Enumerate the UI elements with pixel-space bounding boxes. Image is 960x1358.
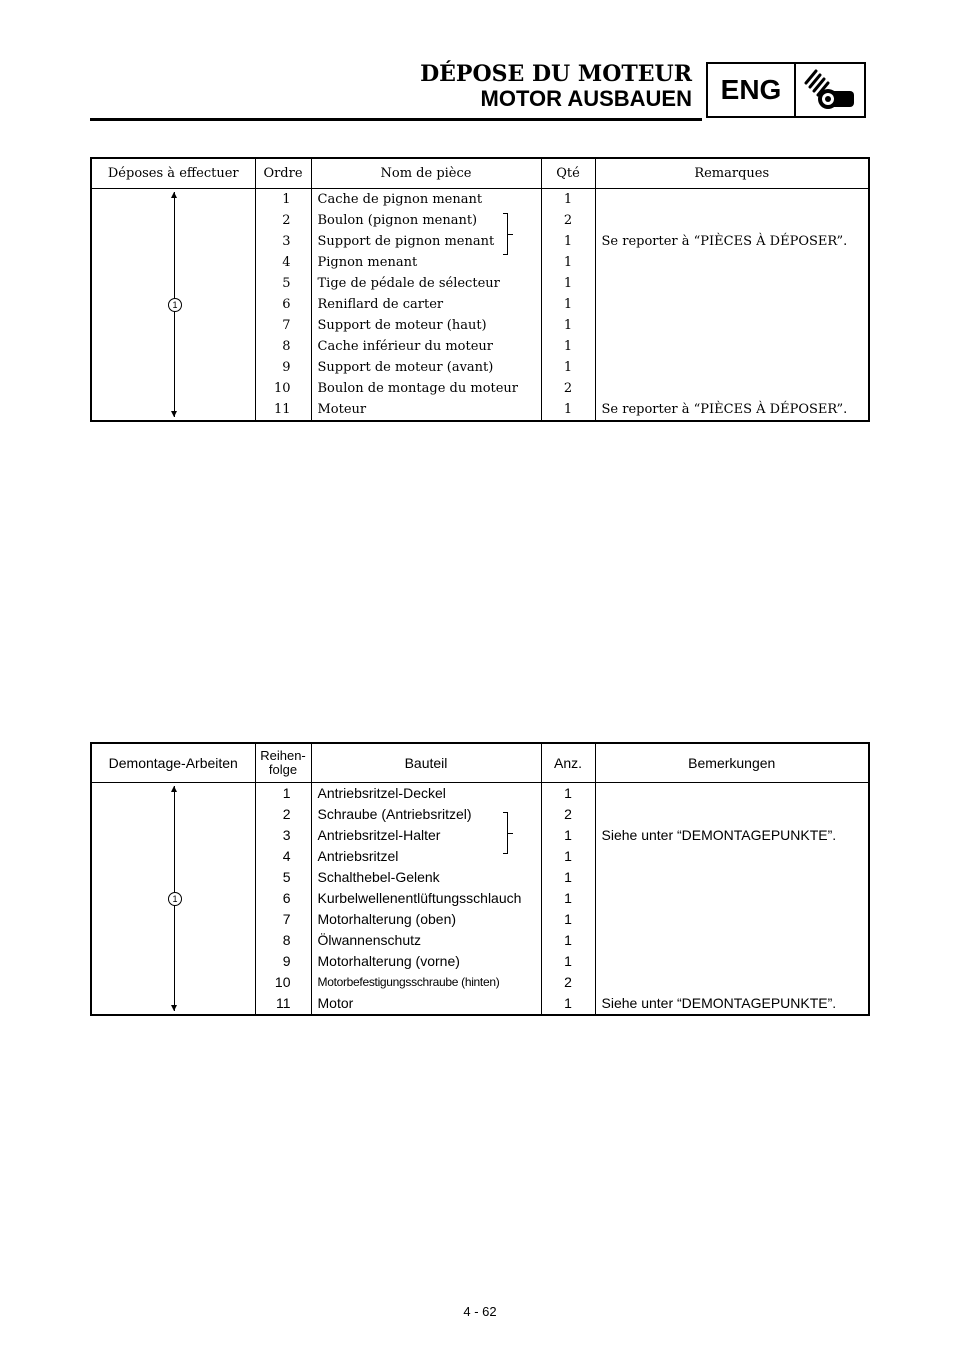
part-qty: 2 <box>541 210 595 231</box>
part-qty: 1 <box>541 993 595 1015</box>
part-order: 11 <box>255 993 311 1015</box>
part-remark <box>595 315 869 336</box>
part-order: 2 <box>255 210 311 231</box>
part-remark <box>595 867 869 888</box>
header-rule <box>90 118 702 121</box>
part-remark <box>595 294 869 315</box>
col-header-part: Nom de pièce <box>311 158 541 189</box>
part-order: 4 <box>255 252 311 273</box>
part-order: 11 <box>255 399 311 421</box>
part-remark <box>595 336 869 357</box>
part-name: Antriebsritzel-Halter <box>311 825 541 846</box>
part-qty: 1 <box>541 825 595 846</box>
part-order: 9 <box>255 951 311 972</box>
removal-step-cell <box>91 189 255 422</box>
page-title-fr: DÉPOSE DU MOTEUR <box>420 61 692 87</box>
part-qty: 1 <box>541 336 595 357</box>
part-qty: 1 <box>541 399 595 421</box>
part-order: 9 <box>255 357 311 378</box>
part-remark: Se reporter à “PIÈCES À DÉPOSER”. <box>595 231 869 252</box>
part-qty: 1 <box>541 315 595 336</box>
remark-bracket-fr <box>503 213 508 255</box>
part-name: Support de moteur (avant) <box>311 357 541 378</box>
part-qty: 1 <box>541 231 595 252</box>
part-remark <box>595 210 869 231</box>
part-qty: 1 <box>541 930 595 951</box>
table-row <box>91 189 869 211</box>
remark-bracket-de <box>503 812 508 854</box>
part-remark: Se reporter à “PIÈCES À DÉPOSER”. <box>595 399 869 421</box>
part-remark <box>595 951 869 972</box>
part-remark <box>595 783 869 805</box>
page-title-de: MOTOR AUSBAUEN <box>480 86 692 111</box>
part-name: Support de pignon menant <box>311 231 541 252</box>
part-qty: 1 <box>541 867 595 888</box>
part-order: 3 <box>255 231 311 252</box>
removal-table-de <box>90 742 870 1016</box>
part-order: 1 <box>255 783 311 805</box>
part-remark: Siehe unter “DEMONTAGEPUNKTE”. <box>595 993 869 1015</box>
part-remark <box>595 930 869 951</box>
part-remark <box>595 888 869 909</box>
part-order: 6 <box>255 294 311 315</box>
part-order: 1 <box>255 189 311 211</box>
part-qty: 1 <box>541 909 595 930</box>
col-header-steps: Demontage-Arbeiten <box>91 743 255 783</box>
part-remark: Siehe unter “DEMONTAGEPUNKTE”. <box>595 825 869 846</box>
col-header-order-line2: folge <box>268 762 298 777</box>
part-name: Boulon de montage du moteur <box>311 378 541 399</box>
part-order: 10 <box>255 378 311 399</box>
part-remark <box>595 804 869 825</box>
part-name: Support de moteur (haut) <box>311 315 541 336</box>
part-qty: 2 <box>541 972 595 993</box>
section-badge <box>706 62 866 118</box>
part-order: 7 <box>255 315 311 336</box>
part-order: 3 <box>255 825 311 846</box>
part-remark <box>595 357 869 378</box>
part-order: 4 <box>255 846 311 867</box>
part-qty: 1 <box>541 273 595 294</box>
part-qty: 1 <box>541 252 595 273</box>
part-name: Antriebsritzel <box>311 846 541 867</box>
table-row <box>91 783 869 805</box>
part-name: Pignon menant <box>311 252 541 273</box>
part-name: Motorbefestigungsschraube (hinten) <box>311 972 541 993</box>
removal-table-fr <box>90 157 870 422</box>
part-name: Kurbelwellenentlüftungsschlauch <box>311 888 541 909</box>
part-name: Motorhalterung (oben) <box>311 909 541 930</box>
col-header-order <box>255 743 311 783</box>
part-order: 7 <box>255 909 311 930</box>
part-qty: 1 <box>541 294 595 315</box>
col-header-remarks: Remarques <box>595 158 869 189</box>
part-remark <box>595 189 869 211</box>
part-remark <box>595 972 869 993</box>
part-name: Antriebsritzel-Deckel <box>311 783 541 805</box>
part-name: Schalthebel-Gelenk <box>311 867 541 888</box>
col-header-order: Ordre <box>255 158 311 189</box>
part-qty: 1 <box>541 888 595 909</box>
page-number: 4 - 62 <box>463 1304 497 1319</box>
engine-icon <box>796 64 864 116</box>
col-header-order-line1: Reihen- <box>260 748 306 763</box>
col-header-qty: Qté <box>541 158 595 189</box>
col-header-steps: Déposes à effectuer <box>91 158 255 189</box>
part-qty: 1 <box>541 189 595 211</box>
part-order: 5 <box>255 273 311 294</box>
table-header-row <box>91 743 869 783</box>
col-header-qty: Anz. <box>541 743 595 783</box>
part-name: Moteur <box>311 399 541 421</box>
step-number-badge: 1 <box>168 298 182 312</box>
part-name: Schraube (Antriebsritzel) <box>311 804 541 825</box>
step-number-badge: 1 <box>168 892 182 906</box>
table-header-row <box>91 158 869 189</box>
part-name: Boulon (pignon menant) <box>311 210 541 231</box>
part-name: Cache inférieur du moteur <box>311 336 541 357</box>
col-header-part: Bauteil <box>311 743 541 783</box>
part-qty: 1 <box>541 357 595 378</box>
part-name: Motor <box>311 993 541 1015</box>
part-remark <box>595 378 869 399</box>
part-order: 8 <box>255 930 311 951</box>
part-order: 8 <box>255 336 311 357</box>
part-order: 2 <box>255 804 311 825</box>
removal-step-cell <box>91 783 255 1016</box>
part-name: Motorhalterung (vorne) <box>311 951 541 972</box>
part-remark <box>595 252 869 273</box>
part-remark <box>595 273 869 294</box>
section-badge-label: ENG <box>708 64 796 116</box>
part-order: 10 <box>255 972 311 993</box>
col-header-remarks: Bemerkungen <box>595 743 869 783</box>
part-qty: 2 <box>541 804 595 825</box>
part-remark <box>595 909 869 930</box>
part-name: Ölwannenschutz <box>311 930 541 951</box>
part-order: 6 <box>255 888 311 909</box>
part-name: Cache de pignon menant <box>311 189 541 211</box>
part-qty: 1 <box>541 951 595 972</box>
part-qty: 1 <box>541 783 595 805</box>
part-name: Tige de pédale de sélecteur <box>311 273 541 294</box>
part-qty: 1 <box>541 846 595 867</box>
part-qty: 2 <box>541 378 595 399</box>
part-remark <box>595 846 869 867</box>
part-name: Reniflard de carter <box>311 294 541 315</box>
part-order: 5 <box>255 867 311 888</box>
